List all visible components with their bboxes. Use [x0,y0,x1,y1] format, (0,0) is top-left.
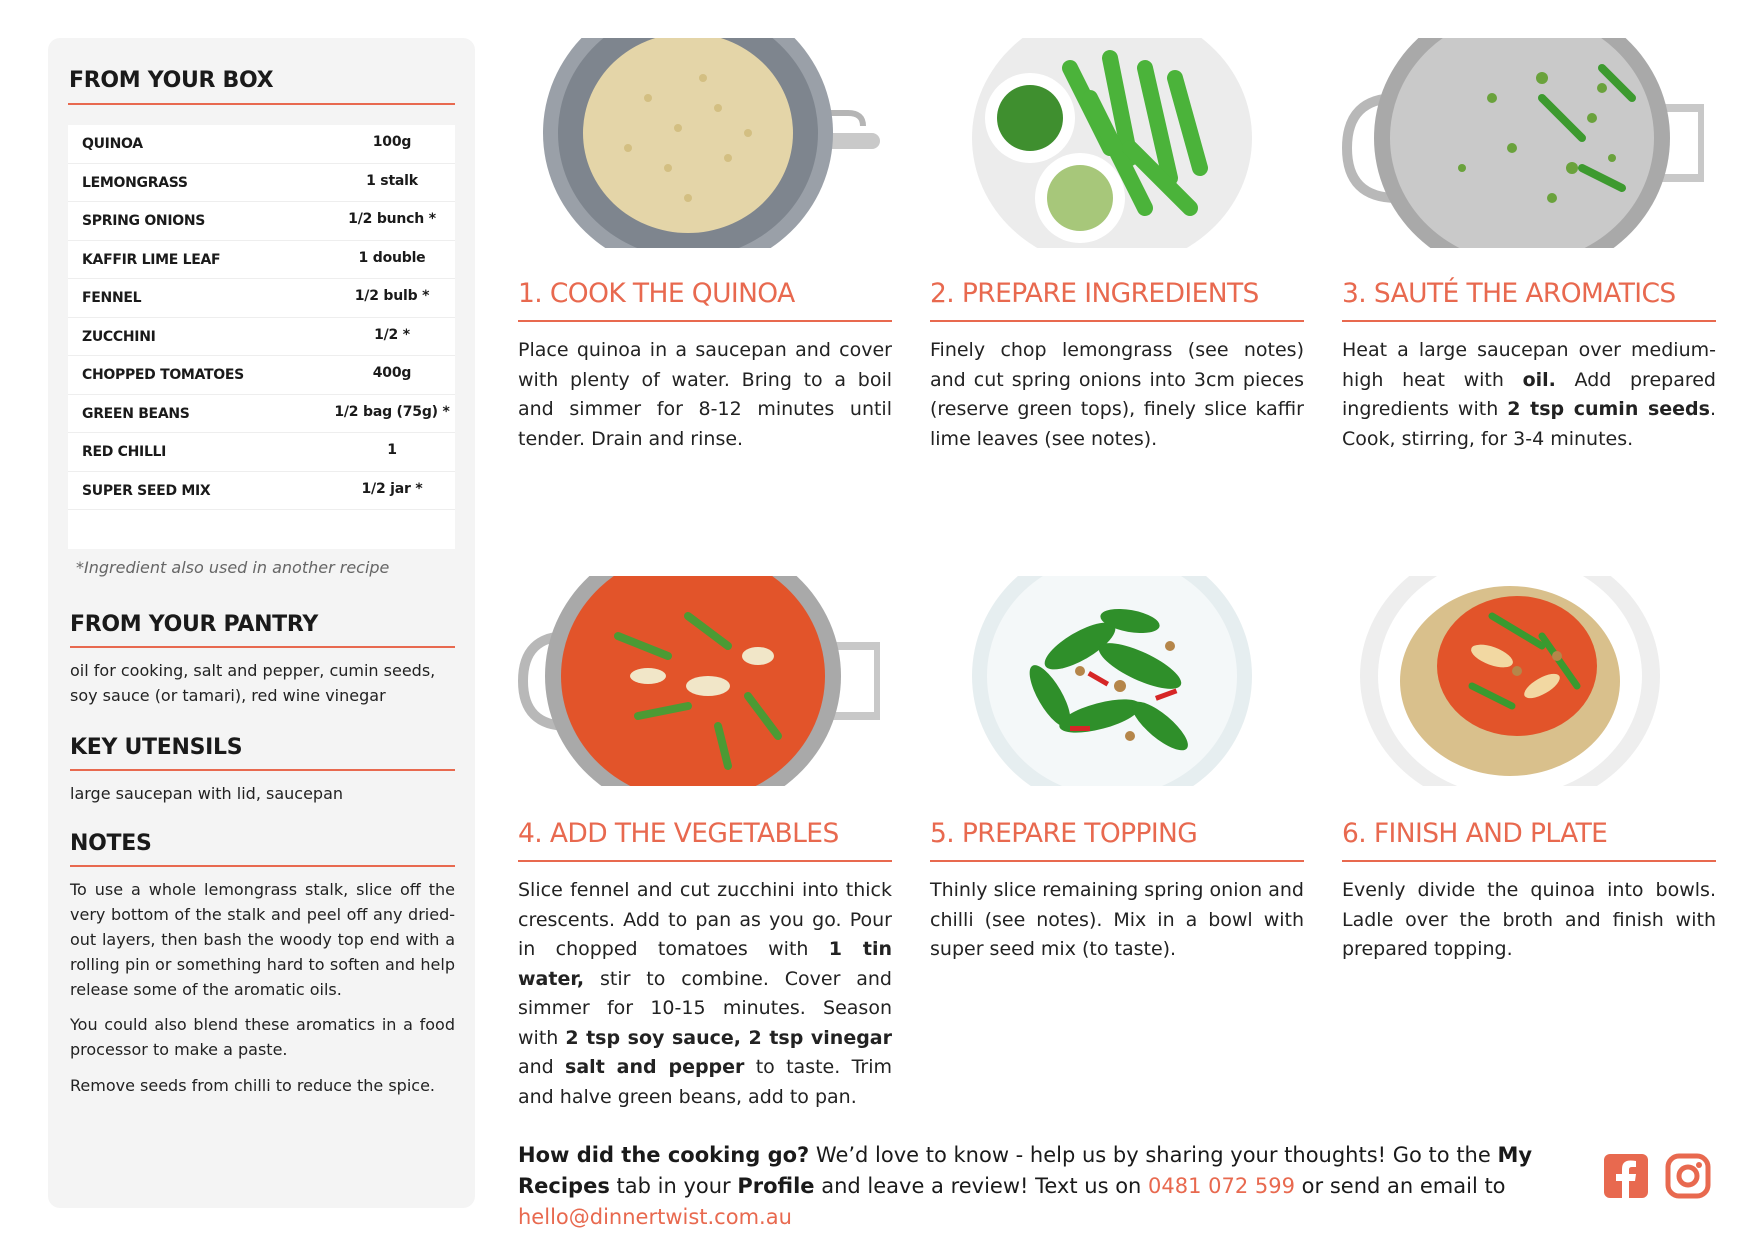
ingredient-name: CHOPPED TOMATOES [82,367,244,383]
quinoa-strainer-photo [518,38,880,248]
step-text-run: to taste. Trim and halve green beans, add to pan. [518,1056,892,1108]
ingredient-row [68,164,455,203]
notes-title: NOTES [70,831,152,856]
step-5-title: 5. PREPARE TOPPING [930,818,1198,849]
step-4-text [518,876,892,1112]
step-text-run: Slice fennel and cut zucchini into thick crescents. Add to pan as you go. Pour in chopped tomatoes with [518,879,892,960]
step-text-bold: 1 tin water, [518,938,892,990]
ingredient-name: SUPER SEED MIX [82,482,211,499]
step-divider [930,860,1304,862]
note-paragraph: Remove seeds from chilli to reduce the spice. [70,1076,435,1095]
step-text-bold: oil. [1522,368,1556,391]
step-2-text [930,336,1304,454]
note-paragraph: You could also blend these aromatics in a food processor to make a paste. [70,1015,455,1059]
utensils-text: large saucepan with lid, saucepan [70,784,344,803]
feedback-message [518,1140,1578,1233]
from-your-pantry-title: FROM YOUR PANTRY [70,612,318,637]
saute-pan-photo [1342,38,1704,248]
footer-text: My Recipes [518,1143,1533,1198]
step-text-bold: 2 tsp cumin seeds [1507,398,1710,420]
step-2-title: 2. PREPARE INGREDIENTS [930,278,1259,309]
ingredient-quantity: 400g [372,365,412,381]
ingredients-sidebar [48,38,475,1208]
ingredient-quantity: 1/2 bag (75g) * [334,403,450,420]
footer-text: and leave a review! Text us on [814,1174,1149,1198]
contact-link[interactable]: 0481 072 599 [1148,1174,1295,1198]
ingredient-row [68,279,455,318]
step-text-bold: 2 tsp soy sauce, 2 tsp vinegar [565,1026,892,1049]
step-1-title: 1. COOK THE QUINOA [518,278,795,309]
step-divider [1342,320,1716,322]
section-divider [70,769,455,771]
ingredient-name: KAFFIR LIME LEAF [82,251,221,268]
ingredient-name: FENNEL [82,290,142,306]
footer-text: or send an email to [1295,1174,1506,1198]
ingredient-row [68,202,455,241]
step-3-text [1342,336,1716,454]
step-text-run: and [518,1056,566,1078]
step-divider [518,860,892,862]
ingredient-row [68,318,455,357]
step-text-bold: salt and pepper [565,1056,745,1078]
plated-dish-photo [1342,576,1704,786]
chopped-aromatics-photo [930,38,1292,248]
instagram-icon[interactable] [1664,1152,1712,1200]
footer-text: We’d love to know - help us by sharing your thoughts! Go to the [809,1143,1498,1167]
section-divider [70,865,455,867]
ingredients-table [68,125,455,549]
ingredient-footnote: *Ingredient also used in another recipe [76,558,390,577]
step-text-run: Heat a large saucepan over medium-high heat with [1342,339,1716,391]
ingredient-name: ZUCCHINI [82,328,156,345]
ingredient-quantity: 100g [372,134,412,150]
ingredient-row [68,433,455,472]
ingredient-row [68,472,455,511]
step-text-run: Add prepared ingredients with [1342,368,1716,420]
step-6-text [1342,876,1716,965]
step-text-run: stir to combine. Cover and simmer for 10-15 minutes. Season with [518,967,892,1049]
ingredient-quantity: 1 stalk [366,172,418,189]
contact-link[interactable]: hello@dinnertwist.com.au [518,1205,792,1229]
ingredient-quantity: 1/2 * [374,326,410,343]
ingredient-quantity: 1 [387,442,397,458]
ingredient-row [68,356,455,395]
ingredient-quantity: 1 double [358,249,426,266]
section-divider [68,103,455,105]
step-text-run: Finely chop lemongrass (see notes) and cut spring onions into 3cm pieces (reserve green tops), finely slice kaffir lime leaves (see notes). [930,339,1304,450]
ingredient-name: RED CHILLI [82,444,167,460]
key-utensils-title: KEY UTENSILS [70,735,243,760]
step-divider [518,320,892,322]
step-text-run: Evenly divide the quinoa into bowls. Ladle over the broth and finish with prepared topping. [1342,879,1716,960]
facebook-icon[interactable] [1602,1152,1650,1200]
ingredient-name: LEMONGRASS [82,174,188,191]
ingredient-row [68,241,455,280]
ingredient-name: QUINOA [82,136,143,152]
ingredient-name: GREEN BEANS [82,405,190,422]
vegetable-stew-pan-photo [518,576,880,786]
section-divider [70,646,455,648]
ingredient-quantity: 1/2 bulb * [354,288,430,304]
ingredient-name: SPRING ONIONS [82,213,206,229]
step-text-run: Thinly slice remaining spring onion and chilli (see notes). Mix in a bowl with super seed mix (to taste). [930,879,1304,960]
footer-text: Profile [737,1174,815,1198]
topping-bowl-photo [930,576,1292,786]
note-paragraph: To use a whole lemongrass stalk, slice off the very bottom of the stalk and peel off any dried-out layers, then bash the woody top end with a rolling pin or something hard to soften and help release some of the aromatic oils. [70,880,455,999]
ingredient-quantity: 1/2 bunch * [348,211,436,227]
step-text-run: Place quinoa in a saucepan and cover with plenty of water. Bring to a boil and simmer for 8-12 minutes until tender. Drain and rinse. [518,339,892,450]
step-6-title: 6. FINISH AND PLATE [1342,818,1608,849]
step-1-text [518,336,892,454]
footer-text: tab in your [609,1174,738,1198]
footer-text: How did the cooking go? [518,1143,810,1167]
step-4-title: 4. ADD THE VEGETABLES [518,818,839,849]
pantry-text: oil for cooking, salt and pepper, cumin seeds, soy sauce (or tamari), red wine vinegar [70,661,436,705]
from-your-box-title: FROM YOUR BOX [69,68,274,93]
ingredient-row [68,395,455,434]
ingredient-row [68,125,455,164]
step-text-run: . Cook, stirring, for 3-4 minutes. [1342,398,1716,450]
step-3-title: 3. SAUTÉ THE AROMATICS [1342,278,1676,309]
step-divider [1342,860,1716,862]
step-5-text [930,876,1304,965]
ingredient-quantity: 1/2 jar * [361,480,423,497]
step-divider [930,320,1304,322]
